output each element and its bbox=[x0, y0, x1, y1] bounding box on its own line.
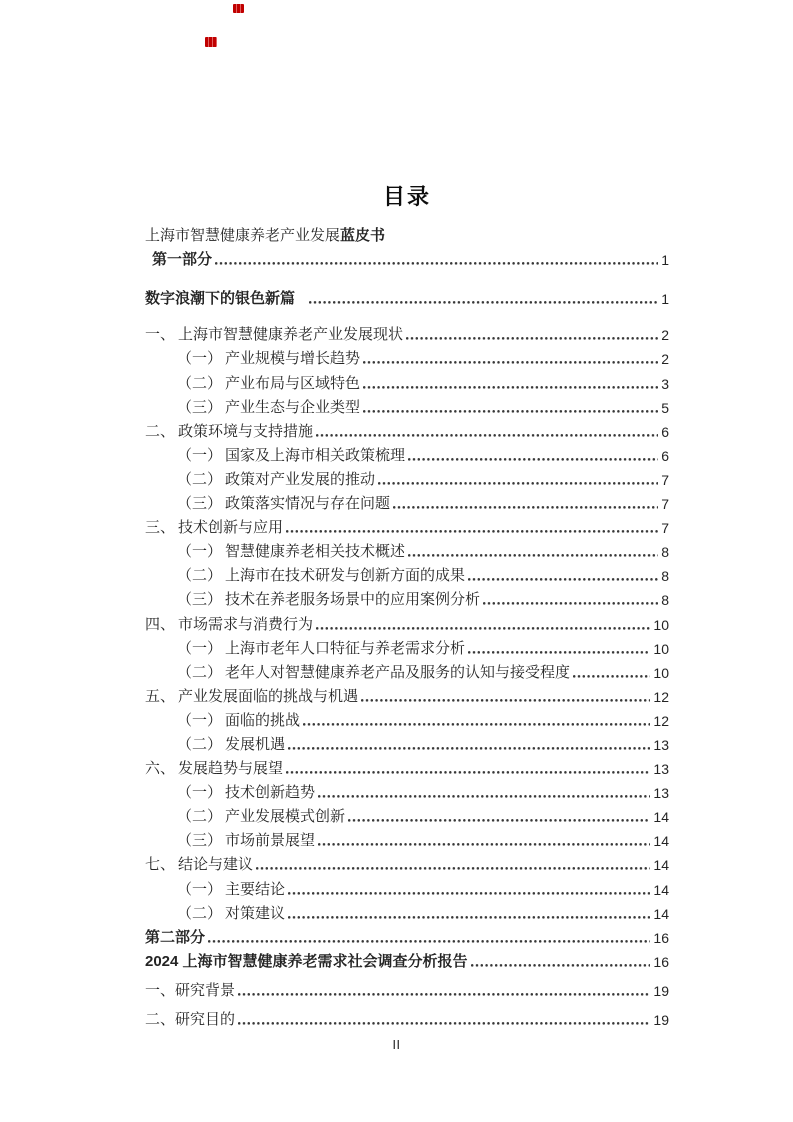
toc-entry-number: 一、 bbox=[145, 326, 176, 344]
toc-entry[interactable] bbox=[145, 418, 669, 442]
toc-entry-number: （三） bbox=[177, 591, 223, 609]
toc-entry[interactable] bbox=[145, 345, 669, 369]
toc-page-number: 7 bbox=[661, 496, 669, 513]
dot-leader bbox=[238, 992, 650, 997]
toc-page-number: 16 bbox=[653, 929, 669, 946]
toc-entry[interactable] bbox=[145, 948, 669, 972]
toc-entry[interactable] bbox=[145, 659, 669, 683]
toc-entry[interactable] bbox=[145, 610, 669, 634]
toc-page-number: 7 bbox=[661, 520, 669, 537]
toc-entry-label: 上海市老年人口特征与养老需求分析 bbox=[225, 639, 466, 657]
toc-page-number: 13 bbox=[653, 785, 669, 802]
toc-entry-number: （一） bbox=[177, 880, 223, 898]
dot-leader bbox=[573, 674, 650, 679]
toc-page-number: 8 bbox=[661, 592, 669, 609]
toc-page-number: 13 bbox=[653, 736, 669, 753]
toc-entry-number: 五、 bbox=[145, 687, 176, 705]
dot-leader bbox=[238, 1021, 650, 1026]
toc-entry-number: （一） bbox=[177, 350, 223, 368]
toc-entry[interactable] bbox=[145, 803, 669, 827]
toc-page-number: 6 bbox=[661, 447, 669, 464]
toc-entry[interactable] bbox=[145, 731, 669, 755]
toc-page-number: 6 bbox=[661, 423, 669, 440]
red-annotation-mark bbox=[205, 37, 217, 47]
toc-entry-number: （二） bbox=[177, 567, 223, 585]
toc-page-number: 12 bbox=[653, 712, 669, 729]
toc-entry-label: 国家及上海市相关政策梳理 bbox=[225, 446, 406, 464]
toc-entry-label: 结论与建议 bbox=[178, 856, 254, 874]
toc-entry-label: 第一部分 bbox=[152, 251, 213, 269]
toc-page-number: 8 bbox=[661, 568, 669, 585]
toc-entry[interactable] bbox=[145, 562, 669, 586]
dot-leader bbox=[348, 818, 650, 823]
dot-leader bbox=[468, 650, 650, 655]
toc-entry-label-bold: 蓝皮书 bbox=[340, 227, 386, 245]
toc-entry-label: 技术创新与应用 bbox=[178, 519, 284, 537]
dot-leader bbox=[318, 794, 650, 799]
toc-entry-label: 市场需求与消费行为 bbox=[178, 615, 314, 633]
dot-leader bbox=[286, 770, 650, 775]
toc-entry[interactable] bbox=[145, 977, 669, 1001]
toc-entry[interactable] bbox=[145, 586, 669, 610]
toc-page-number: 14 bbox=[653, 905, 669, 922]
toc-entry[interactable] bbox=[145, 635, 669, 659]
dot-leader bbox=[408, 457, 658, 462]
toc-entry[interactable] bbox=[145, 851, 669, 875]
toc-entry-number: （三） bbox=[177, 398, 223, 416]
toc-entry[interactable] bbox=[145, 683, 669, 707]
toc-entry[interactable] bbox=[145, 321, 669, 345]
toc-entry-number: （二） bbox=[177, 470, 223, 488]
toc-entry-label: 2024 上海市智慧健康养老需求社会调查分析报告 bbox=[145, 952, 468, 970]
toc-entry-label: 上海市智慧健康养老产业发展 bbox=[145, 227, 341, 245]
toc-entry-number: （三） bbox=[177, 495, 223, 513]
toc-entry-label: 政策环境与支持措施 bbox=[178, 422, 314, 440]
toc-entry-label: 老年人对智慧健康养老产品及服务的认知与接受程度 bbox=[225, 663, 571, 681]
dot-leader bbox=[309, 300, 658, 305]
toc-entry-number: （二） bbox=[177, 374, 223, 392]
toc-entry-number: 三、 bbox=[145, 519, 176, 537]
toc-entry-label: 技术在养老服务场景中的应用案例分析 bbox=[225, 591, 481, 609]
toc-entry-number: （一） bbox=[177, 446, 223, 464]
toc-entry-label: 上海市在技术研发与创新方面的成果 bbox=[225, 567, 466, 585]
toc-entry-label: 产业发展面临的挑战与机遇 bbox=[178, 687, 359, 705]
toc-page-number: 13 bbox=[653, 761, 669, 778]
toc-entry-number: （一） bbox=[177, 711, 223, 729]
toc-entry[interactable] bbox=[145, 755, 669, 779]
toc-entry-label: 一、研究背景 bbox=[145, 981, 236, 999]
toc-entry[interactable] bbox=[145, 924, 669, 948]
toc-page-number: 10 bbox=[653, 664, 669, 681]
toc-page-number: 1 bbox=[661, 291, 669, 308]
toc-page-number: 14 bbox=[653, 857, 669, 874]
toc-page-number: 2 bbox=[661, 327, 669, 344]
toc-entry[interactable] bbox=[145, 285, 669, 309]
dot-leader bbox=[288, 915, 650, 920]
toc-entry[interactable] bbox=[145, 514, 669, 538]
toc-entry[interactable] bbox=[145, 369, 669, 393]
toc-entry[interactable] bbox=[145, 1006, 669, 1030]
toc-entry-label: 政策落实情况与存在问题 bbox=[225, 495, 391, 513]
dot-leader bbox=[378, 481, 658, 486]
toc-entry[interactable] bbox=[145, 707, 669, 731]
dot-leader bbox=[316, 433, 658, 438]
dot-leader bbox=[361, 698, 650, 703]
toc-page-number: 5 bbox=[661, 399, 669, 416]
toc-page-number: 12 bbox=[653, 688, 669, 705]
toc-entry-number: （一） bbox=[177, 784, 223, 802]
toc-entry-number: （二） bbox=[177, 735, 223, 753]
toc-entry-label: 智慧健康养老相关技术概述 bbox=[225, 543, 406, 561]
toc-entry-label: 第二部分 bbox=[145, 928, 206, 946]
toc-entry-number: （一） bbox=[177, 543, 223, 561]
toc-entry[interactable] bbox=[145, 466, 669, 490]
dot-leader bbox=[483, 601, 658, 606]
toc-entry-label: 面临的挑战 bbox=[225, 711, 301, 729]
dot-leader bbox=[408, 553, 658, 558]
toc-page-number: 19 bbox=[653, 1012, 669, 1028]
toc-entry-number: （二） bbox=[177, 808, 223, 826]
dot-leader bbox=[363, 360, 658, 365]
toc-page-number: 10 bbox=[653, 640, 669, 657]
dot-leader bbox=[363, 385, 658, 390]
toc-entry[interactable] bbox=[145, 900, 669, 924]
toc-entry-number: 七、 bbox=[145, 856, 176, 874]
toc-title: 目录 bbox=[382, 184, 431, 209]
toc-entry-label: 数字浪潮下的银色新篇 bbox=[145, 290, 296, 308]
toc-entry-label: 主要结论 bbox=[225, 880, 286, 898]
toc-page-number: 14 bbox=[653, 809, 669, 826]
toc-page-number: 14 bbox=[653, 833, 669, 850]
toc-list bbox=[145, 222, 669, 1030]
toc-entry[interactable] bbox=[145, 875, 669, 899]
toc-entry-label: 上海市智慧健康养老产业发展现状 bbox=[178, 326, 404, 344]
toc-entry-label: 产业规模与增长趋势 bbox=[225, 350, 361, 368]
dot-leader bbox=[316, 626, 650, 631]
toc-entry[interactable] bbox=[145, 827, 669, 851]
toc-entry-label: 产业布局与区域特色 bbox=[225, 374, 361, 392]
toc-entry-number: 二、 bbox=[145, 422, 176, 440]
page-number-footer: II bbox=[392, 1038, 401, 1052]
dot-leader bbox=[215, 261, 658, 266]
toc-page-number: 16 bbox=[653, 953, 669, 970]
dot-leader bbox=[318, 842, 650, 847]
toc-page-number: 19 bbox=[653, 982, 669, 999]
toc-page-number: 10 bbox=[653, 616, 669, 633]
dot-leader bbox=[468, 577, 658, 582]
dot-leader bbox=[286, 529, 658, 534]
toc-entry-number: （三） bbox=[177, 832, 223, 850]
toc-entry-number: （二） bbox=[177, 904, 223, 922]
dot-leader bbox=[471, 963, 651, 968]
toc-entry[interactable] bbox=[145, 222, 669, 246]
toc-entry[interactable] bbox=[145, 394, 669, 418]
toc-entry-label: 政策对产业发展的推动 bbox=[225, 470, 376, 488]
toc-entry-number: 六、 bbox=[145, 760, 176, 778]
toc-entry[interactable] bbox=[145, 538, 669, 562]
dot-leader bbox=[288, 891, 650, 896]
toc-page-number: 3 bbox=[661, 375, 669, 392]
toc-entry-label: 二、研究目的 bbox=[145, 1011, 236, 1028]
toc-entry[interactable] bbox=[145, 779, 669, 803]
toc-entry[interactable] bbox=[145, 490, 669, 514]
red-annotation-mark bbox=[233, 4, 244, 13]
toc-entry-label: 发展机遇 bbox=[225, 735, 286, 753]
dot-leader bbox=[208, 939, 650, 944]
toc-entry-label: 市场前景展望 bbox=[225, 832, 316, 850]
toc-entry-label: 产业生态与企业类型 bbox=[225, 398, 361, 416]
dot-leader bbox=[393, 505, 658, 510]
toc-entry[interactable] bbox=[145, 246, 669, 270]
toc-page-number: 8 bbox=[661, 544, 669, 561]
dot-leader bbox=[303, 722, 650, 727]
toc-page-number: 2 bbox=[661, 351, 669, 368]
toc-entry-number: （一） bbox=[177, 639, 223, 657]
dot-leader bbox=[363, 409, 658, 414]
toc-page-number: 14 bbox=[653, 881, 669, 898]
toc-entry-label: 技术创新趋势 bbox=[225, 784, 316, 802]
toc-entry-number: （二） bbox=[177, 663, 223, 681]
toc-page-number: 7 bbox=[661, 471, 669, 488]
toc-entry-label: 对策建议 bbox=[225, 904, 286, 922]
toc-content bbox=[145, 182, 669, 1030]
toc-page-number: 1 bbox=[661, 252, 669, 269]
toc-entry[interactable] bbox=[145, 442, 669, 466]
toc-entry-label: 发展趋势与展望 bbox=[178, 760, 284, 778]
toc-entry-label: 产业发展模式创新 bbox=[225, 808, 346, 826]
dot-leader bbox=[406, 336, 658, 341]
dot-leader bbox=[288, 746, 650, 751]
dot-leader bbox=[256, 866, 650, 871]
toc-entry-number: 四、 bbox=[145, 615, 176, 633]
